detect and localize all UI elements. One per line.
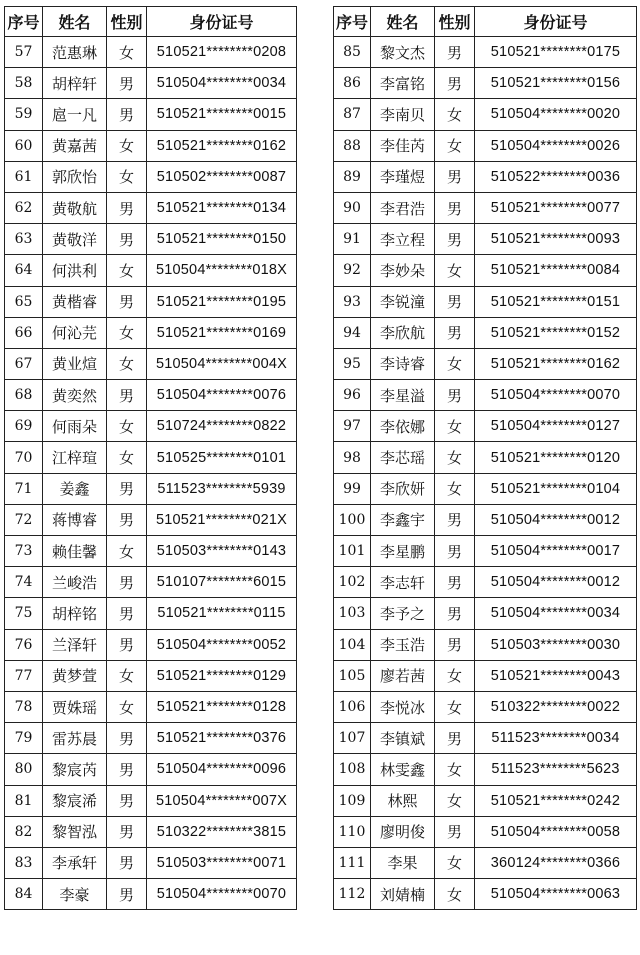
table-row: [334, 598, 637, 629]
cell-name: 范惠琳: [43, 37, 107, 68]
table-row: [334, 411, 637, 442]
cell-name: 黎智泓: [43, 816, 107, 847]
cell-seq: 97: [334, 411, 371, 442]
table-row: [334, 504, 637, 535]
cell-seq: 76: [5, 629, 43, 660]
table-row: [5, 504, 297, 535]
cell-id-number: 510521********0195: [147, 286, 297, 317]
cell-seq: 61: [5, 161, 43, 192]
cell-sex: 女: [435, 473, 475, 504]
cell-name: 何沁芫: [43, 317, 107, 348]
cell-name: 李玉浩: [371, 629, 435, 660]
cell-id-number: 510504********0076: [147, 380, 297, 411]
cell-id-number: 510521********0015: [147, 99, 297, 130]
cell-sex: 女: [107, 442, 147, 473]
table-row: [334, 785, 637, 816]
cell-seq: 77: [5, 660, 43, 691]
cell-id-number: 510504********0058: [475, 816, 637, 847]
cell-sex: 女: [435, 785, 475, 816]
table-row: [334, 317, 637, 348]
cell-name: 黎文杰: [371, 37, 435, 68]
cell-id-number: 510504********0096: [147, 754, 297, 785]
table-row: [334, 37, 637, 68]
table-row: [5, 317, 297, 348]
cell-sex: 女: [107, 161, 147, 192]
cell-id-number: 510504********0070: [147, 879, 297, 910]
cell-sex: 女: [435, 691, 475, 722]
cell-name: 李立程: [371, 224, 435, 255]
cell-name: 李君浩: [371, 192, 435, 223]
cell-id-number: 510521********0151: [475, 286, 637, 317]
cell-seq: 62: [5, 192, 43, 223]
cell-name: 林熙: [371, 785, 435, 816]
cell-id-number: 510521********0376: [147, 723, 297, 754]
cell-seq: 111: [334, 847, 371, 878]
cell-name: 胡梓铭: [43, 598, 107, 629]
table-row: [334, 691, 637, 722]
cell-seq: 106: [334, 691, 371, 722]
cell-sex: 男: [107, 99, 147, 130]
cell-id-number: 510521********0150: [147, 224, 297, 255]
cell-sex: 女: [435, 348, 475, 379]
cell-sex: 男: [107, 816, 147, 847]
cell-id-number: 510504********0052: [147, 629, 297, 660]
cell-name: 李佳芮: [371, 130, 435, 161]
cell-name: 何雨朵: [43, 411, 107, 442]
cell-seq: 69: [5, 411, 43, 442]
cell-id-number: 510322********0022: [475, 691, 637, 722]
cell-id-number: 510521********0129: [147, 660, 297, 691]
cell-sex: 男: [107, 567, 147, 598]
cell-id-number: 510521********0169: [147, 317, 297, 348]
cell-name: 兰峻浩: [43, 567, 107, 598]
cell-id-number: 510521********0104: [475, 473, 637, 504]
cell-sex: 男: [435, 161, 475, 192]
cell-id-number: 510504********0017: [475, 536, 637, 567]
table-row: [334, 99, 637, 130]
header-name: 姓名: [43, 7, 107, 37]
header-seq: 序号: [5, 7, 43, 37]
cell-name: 黄奕然: [43, 380, 107, 411]
cell-name: 李诗睿: [371, 348, 435, 379]
cell-name: 李欣妍: [371, 473, 435, 504]
cell-name: 江梓瑄: [43, 442, 107, 473]
cell-name: 李果: [371, 847, 435, 878]
table-row: [334, 816, 637, 847]
roster-table-left: [4, 6, 297, 910]
cell-name: 胡梓轩: [43, 68, 107, 99]
cell-sex: 男: [107, 723, 147, 754]
cell-id-number: 511523********5939: [147, 473, 297, 504]
table-row: [5, 192, 297, 223]
table-row: [334, 847, 637, 878]
cell-id-number: 510521********0208: [147, 37, 297, 68]
cell-id-number: 510322********3815: [147, 816, 297, 847]
cell-seq: 99: [334, 473, 371, 504]
cell-seq: 65: [5, 286, 43, 317]
cell-sex: 男: [435, 224, 475, 255]
table-row: [334, 192, 637, 223]
cell-name: 姜鑫: [43, 473, 107, 504]
cell-seq: 81: [5, 785, 43, 816]
cell-sex: 男: [435, 192, 475, 223]
cell-id-number: 510504********007X: [147, 785, 297, 816]
cell-id-number: 510504********0012: [475, 504, 637, 535]
cell-seq: 109: [334, 785, 371, 816]
cell-name: 李予之: [371, 598, 435, 629]
cell-sex: 女: [107, 255, 147, 286]
header-id: 身份证号: [147, 7, 297, 37]
cell-id-number: 360124********0366: [475, 847, 637, 878]
roster-table-right: [333, 6, 637, 910]
table-row: [334, 68, 637, 99]
cell-seq: 101: [334, 536, 371, 567]
cell-sex: 男: [435, 68, 475, 99]
cell-name: 扈一凡: [43, 99, 107, 130]
cell-seq: 84: [5, 879, 43, 910]
table-row: [5, 348, 297, 379]
cell-seq: 64: [5, 255, 43, 286]
cell-name: 李镇斌: [371, 723, 435, 754]
cell-id-number: 510521********0134: [147, 192, 297, 223]
cell-id-number: 510521********0128: [147, 691, 297, 722]
cell-sex: 男: [435, 536, 475, 567]
cell-sex: 男: [107, 847, 147, 878]
cell-id-number: 510521********021X: [147, 504, 297, 535]
table-row: [334, 567, 637, 598]
cell-seq: 98: [334, 442, 371, 473]
cell-seq: 87: [334, 99, 371, 130]
cell-name: 何洪利: [43, 255, 107, 286]
cell-sex: 女: [435, 411, 475, 442]
cell-id-number: 511523********0034: [475, 723, 637, 754]
cell-sex: 男: [107, 785, 147, 816]
cell-name: 李星鹏: [371, 536, 435, 567]
cell-id-number: 510504********0012: [475, 567, 637, 598]
cell-seq: 105: [334, 660, 371, 691]
header-seq: 序号: [334, 7, 371, 37]
cell-sex: 男: [435, 598, 475, 629]
cell-sex: 男: [107, 473, 147, 504]
header-id: 身份证号: [475, 7, 637, 37]
table-row: [334, 380, 637, 411]
cell-sex: 男: [435, 380, 475, 411]
cell-seq: 70: [5, 442, 43, 473]
cell-sex: 男: [435, 723, 475, 754]
cell-sex: 男: [435, 504, 475, 535]
cell-sex: 男: [435, 286, 475, 317]
table-row: [5, 224, 297, 255]
cell-sex: 女: [107, 348, 147, 379]
cell-seq: 107: [334, 723, 371, 754]
cell-id-number: 510504********0127: [475, 411, 637, 442]
cell-name: 雷苏晨: [43, 723, 107, 754]
cell-seq: 79: [5, 723, 43, 754]
cell-seq: 63: [5, 224, 43, 255]
cell-name: 李承轩: [43, 847, 107, 878]
table-row: [5, 660, 297, 691]
cell-name: 黄楷睿: [43, 286, 107, 317]
cell-id-number: 510503********0071: [147, 847, 297, 878]
cell-seq: 59: [5, 99, 43, 130]
table-row: [334, 879, 637, 910]
cell-seq: 112: [334, 879, 371, 910]
cell-id-number: 510504********0020: [475, 99, 637, 130]
cell-name: 黄梦萱: [43, 660, 107, 691]
table-row: [334, 754, 637, 785]
cell-name: 李依娜: [371, 411, 435, 442]
cell-id-number: 510521********0120: [475, 442, 637, 473]
cell-sex: 男: [435, 567, 475, 598]
cell-name: 李欣航: [371, 317, 435, 348]
cell-sex: 男: [107, 504, 147, 535]
cell-id-number: 510521********0043: [475, 660, 637, 691]
cell-sex: 女: [435, 255, 475, 286]
cell-sex: 男: [107, 879, 147, 910]
cell-seq: 67: [5, 348, 43, 379]
cell-id-number: 510504********0063: [475, 879, 637, 910]
cell-id-number: 510521********0162: [147, 130, 297, 161]
cell-id-number: 510521********0084: [475, 255, 637, 286]
cell-name: 贾姝瑶: [43, 691, 107, 722]
table-row: [5, 411, 297, 442]
cell-name: 林雯鑫: [371, 754, 435, 785]
table-row: [5, 691, 297, 722]
cell-id-number: 510525********0101: [147, 442, 297, 473]
cell-id-number: 510503********0030: [475, 629, 637, 660]
table-row: [334, 161, 637, 192]
cell-id-number: 510521********0115: [147, 598, 297, 629]
cell-sex: 女: [107, 130, 147, 161]
table-row: [334, 536, 637, 567]
cell-seq: 57: [5, 37, 43, 68]
table-header: [5, 7, 297, 37]
cell-seq: 71: [5, 473, 43, 504]
cell-sex: 男: [435, 37, 475, 68]
cell-name: 李富铭: [371, 68, 435, 99]
cell-seq: 93: [334, 286, 371, 317]
cell-seq: 83: [5, 847, 43, 878]
table-row: [5, 785, 297, 816]
table-row: [5, 536, 297, 567]
cell-sex: 女: [107, 411, 147, 442]
cell-name: 黄嘉茜: [43, 130, 107, 161]
cell-id-number: 510504********0026: [475, 130, 637, 161]
table-header: [334, 7, 637, 37]
table-row: [5, 286, 297, 317]
cell-sex: 女: [107, 660, 147, 691]
cell-seq: 90: [334, 192, 371, 223]
cell-name: 李志轩: [371, 567, 435, 598]
cell-id-number: 510521********0175: [475, 37, 637, 68]
cell-sex: 女: [435, 879, 475, 910]
table-row: [5, 68, 297, 99]
table-row: [334, 130, 637, 161]
cell-seq: 86: [334, 68, 371, 99]
cell-seq: 88: [334, 130, 371, 161]
cell-name: 李锐潼: [371, 286, 435, 317]
table-row: [5, 380, 297, 411]
table-row: [334, 224, 637, 255]
table-row: [5, 473, 297, 504]
cell-name: 赖佳馨: [43, 536, 107, 567]
table-row: [5, 816, 297, 847]
cell-seq: 58: [5, 68, 43, 99]
cell-seq: 72: [5, 504, 43, 535]
cell-id-number: 510502********0087: [147, 161, 297, 192]
cell-seq: 91: [334, 224, 371, 255]
table-row: [5, 161, 297, 192]
table-row: [5, 629, 297, 660]
cell-id-number: 510107********6015: [147, 567, 297, 598]
cell-id-number: 510521********0156: [475, 68, 637, 99]
cell-name: 刘婧楠: [371, 879, 435, 910]
cell-name: 李南贝: [371, 99, 435, 130]
cell-id-number: 511523********5623: [475, 754, 637, 785]
cell-seq: 73: [5, 536, 43, 567]
cell-id-number: 510521********0162: [475, 348, 637, 379]
table-row: [5, 567, 297, 598]
cell-sex: 女: [107, 37, 147, 68]
cell-sex: 男: [107, 380, 147, 411]
table-row: [5, 37, 297, 68]
cell-id-number: 510504********0034: [475, 598, 637, 629]
table-row: [334, 660, 637, 691]
cell-sex: 女: [107, 317, 147, 348]
cell-sex: 女: [107, 691, 147, 722]
table-row: [334, 629, 637, 660]
cell-seq: 94: [334, 317, 371, 348]
table-row: [5, 442, 297, 473]
table-row: [5, 754, 297, 785]
cell-seq: 75: [5, 598, 43, 629]
cell-sex: 女: [435, 754, 475, 785]
cell-sex: 男: [107, 598, 147, 629]
cell-id-number: 510504********004X: [147, 348, 297, 379]
table-row: [5, 130, 297, 161]
cell-sex: 男: [435, 317, 475, 348]
table-row: [5, 598, 297, 629]
cell-seq: 66: [5, 317, 43, 348]
cell-seq: 103: [334, 598, 371, 629]
cell-sex: 女: [107, 536, 147, 567]
cell-name: 黎宸浠: [43, 785, 107, 816]
table-row: [5, 879, 297, 910]
cell-seq: 100: [334, 504, 371, 535]
cell-seq: 108: [334, 754, 371, 785]
header-sex: 性别: [107, 7, 147, 37]
cell-id-number: 510724********0822: [147, 411, 297, 442]
cell-id-number: 510522********0036: [475, 161, 637, 192]
cell-name: 李芯瑶: [371, 442, 435, 473]
cell-name: 蒋博睿: [43, 504, 107, 535]
cell-name: 廖若茜: [371, 660, 435, 691]
cell-sex: 女: [435, 660, 475, 691]
table-row: [334, 286, 637, 317]
cell-seq: 80: [5, 754, 43, 785]
cell-name: 黄业煊: [43, 348, 107, 379]
cell-seq: 78: [5, 691, 43, 722]
cell-id-number: 510504********0070: [475, 380, 637, 411]
cell-name: 李妙朵: [371, 255, 435, 286]
table-row: [5, 723, 297, 754]
cell-name: 李豪: [43, 879, 107, 910]
cell-seq: 92: [334, 255, 371, 286]
cell-id-number: 510521********0242: [475, 785, 637, 816]
cell-name: 黄敬航: [43, 192, 107, 223]
cell-id-number: 510504********018X: [147, 255, 297, 286]
cell-seq: 60: [5, 130, 43, 161]
cell-sex: 男: [107, 286, 147, 317]
cell-seq: 85: [334, 37, 371, 68]
cell-sex: 男: [435, 629, 475, 660]
cell-name: 郭欣怡: [43, 161, 107, 192]
cell-id-number: 510503********0143: [147, 536, 297, 567]
table-row: [5, 847, 297, 878]
cell-sex: 男: [107, 754, 147, 785]
cell-name: 黄敬洋: [43, 224, 107, 255]
table-row: [334, 255, 637, 286]
cell-seq: 104: [334, 629, 371, 660]
table-body: [334, 37, 637, 910]
cell-sex: 女: [435, 99, 475, 130]
table-row: [334, 473, 637, 504]
cell-seq: 74: [5, 567, 43, 598]
cell-seq: 82: [5, 816, 43, 847]
cell-name: 李鑫宇: [371, 504, 435, 535]
cell-seq: 96: [334, 380, 371, 411]
cell-id-number: 510521********0093: [475, 224, 637, 255]
table-row: [5, 99, 297, 130]
cell-sex: 男: [107, 224, 147, 255]
cell-name: 李瑾煜: [371, 161, 435, 192]
table-body: [5, 37, 297, 910]
cell-sex: 男: [107, 629, 147, 660]
table-row: [5, 255, 297, 286]
cell-sex: 女: [435, 847, 475, 878]
cell-name: 黎宸芮: [43, 754, 107, 785]
cell-sex: 男: [435, 816, 475, 847]
cell-name: 李星溢: [371, 380, 435, 411]
cell-id-number: 510504********0034: [147, 68, 297, 99]
cell-sex: 女: [435, 130, 475, 161]
cell-id-number: 510521********0077: [475, 192, 637, 223]
cell-name: 廖明俊: [371, 816, 435, 847]
table-row: [334, 442, 637, 473]
cell-seq: 102: [334, 567, 371, 598]
cell-id-number: 510521********0152: [475, 317, 637, 348]
cell-sex: 男: [107, 192, 147, 223]
header-name: 姓名: [371, 7, 435, 37]
table-row: [334, 723, 637, 754]
table-row: [334, 348, 637, 379]
header-sex: 性别: [435, 7, 475, 37]
cell-seq: 110: [334, 816, 371, 847]
cell-seq: 95: [334, 348, 371, 379]
cell-seq: 68: [5, 380, 43, 411]
cell-name: 兰泽轩: [43, 629, 107, 660]
cell-name: 李悦冰: [371, 691, 435, 722]
cell-seq: 89: [334, 161, 371, 192]
cell-sex: 女: [435, 442, 475, 473]
cell-sex: 男: [107, 68, 147, 99]
